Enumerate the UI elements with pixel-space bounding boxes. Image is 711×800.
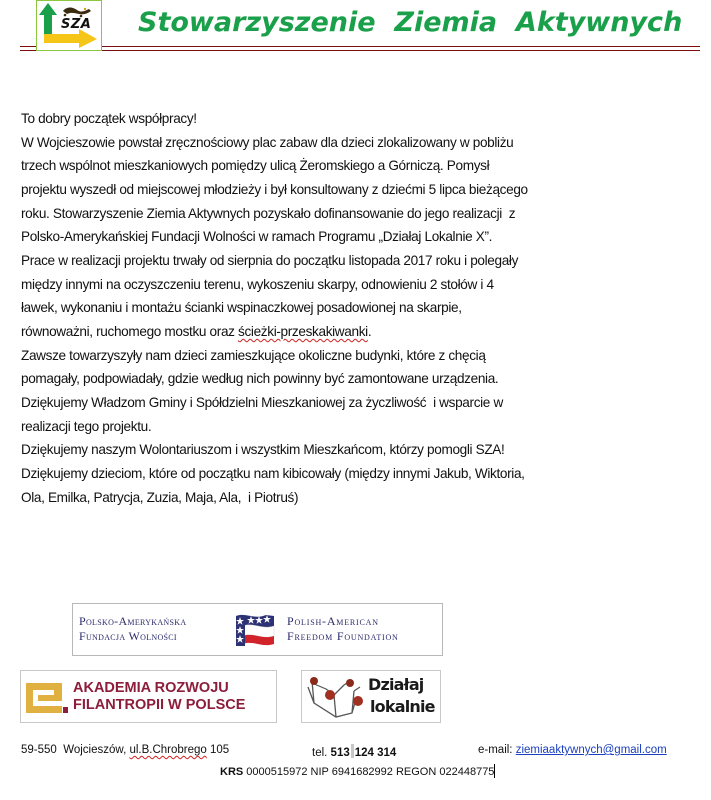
body-line: Ola, Emilka, Patrycja, Zuzia, Maja, Ala, i Piotruś) [21,489,299,505]
body-line [21,320,701,344]
dzialaj-lokalnie-line2: lokalnie [370,697,435,716]
pafw-name-en-line1: Polish-American [287,614,379,628]
body-line: ławek, wykonaniu i montażu ścianki wspinaczkowej posadowionej na skarpie, [21,300,462,316]
arfp-logo [20,670,277,723]
pafw-name-en-line2: Freedom Foundation [287,629,399,643]
letter-body [21,107,701,509]
footer-phone [312,744,396,759]
body-line: realizacji tego projektu. [21,418,152,434]
arfp-name-line1: AKADEMIA ROZWOJU [73,680,229,696]
address-street: ul.B.Chrobrego [129,744,207,756]
pafw-name-english [287,614,437,644]
sza-logo-text: SZA [61,17,92,32]
address-number: 105 [206,744,230,756]
dzialaj-lokalnie-flowers-icon [304,673,366,721]
arfp-name-line2: FILANTROPII W POLSCE [73,697,246,713]
body-line: trzech wspólnot mieszkaniowych pomiędzy ulicą Żeromskiego a Górniczą. Pomysł [21,158,490,174]
organization-title: Stowarzyszenie Ziemia Aktywnych [138,7,683,38]
arfp-name [73,680,273,714]
body-line: W Wojcieszowie powstał zręcznościowy plac zabaw dla dzieci zlokalizowany w pobliżu [21,134,514,150]
body-line: Prace w realizacji projektu trwały od sierpnia do początku listopada 2017 roku i polegały [21,252,519,268]
footer-email [478,744,703,756]
dzialaj-lokalnie-logo [301,670,441,723]
flag-icon [232,610,278,650]
pafw-name-polish [79,614,229,644]
body-line: pomagały, podpowiadały, gdzie według nich powinny być zamontowane urządzenia. [21,371,499,387]
body-line: projektu wyszedł od miejscowej młodzieży i był konsultowany z dziećmi 5 lipca bieżącego [21,181,528,197]
address-city: 59-550 Wojcieszów, [21,744,130,756]
footer-address [21,744,229,756]
email-label: e-mail: [478,744,516,756]
dzialaj-lokalnie-text [368,674,438,718]
email-link[interactable]: ziemiaaktywnych@gmail.com [515,744,667,756]
body-line: Dziękujemy dzieciom, które od początku nam kibicowały (między innymi Jakub, Wiktoria, [21,465,525,481]
phone-label: tel. [312,747,331,759]
body-line: Zawsze towarzyszyły nam dzieci zamieszkujące okoliczne budynki, które z chęcią [21,347,486,363]
body-line: Polsko-Amerykańskiej Fundacji Wolności w ramach Programu „Działaj Lokalnie X”. [21,229,493,245]
body-line: Dziękujemy Władzom Gminy i Spółdzielni Mieszkaniowej za życzliwość i wsparcie w [21,394,503,410]
body-line-text: równoważni, ruchomego mostku oraz [21,323,239,339]
footer [0,744,711,784]
body-line-text: . [367,323,372,339]
body-line: Dziękujemy naszym Wolontariuszom i wszystkim Mieszkańcom, którzy pomogli SZA! [21,442,505,458]
nip-label: NIP [310,766,329,778]
phone-number-part2: 124 314 [354,747,397,759]
pafw-logo [72,603,443,656]
arfp-mark-icon [24,681,68,715]
arrow-up-icon [39,3,57,35]
krs-label: KRS [220,766,244,778]
text-cursor [494,764,495,778]
footer-registration-numbers [220,764,495,778]
lizard-icon [63,8,91,15]
phone-number-part1: 513 [330,747,350,759]
regon-value: 022448775 [436,766,495,778]
pafw-name-pl-line2: Fundacja Wolności [79,629,177,643]
sza-logo [36,0,102,51]
krs-value: 0000515972 [243,766,311,778]
regon-label: REGON [395,766,437,778]
body-line: roku. Stowarzyszenie Ziemia Aktywnych pozyskało dofinansowanie do jego realizacji z [21,205,516,221]
body-line: To dobry początek współpracy! [21,111,197,126]
spellcheck-flagged-word[interactable]: ścieżki-przeskakiwanki [238,323,368,339]
pafw-name-pl-line1: Polsko-Amerykańska [79,614,187,628]
nip-value: 6941682992 [328,766,396,778]
dzialaj-lokalnie-line1: Działaj [368,675,424,694]
selection-highlight [351,744,354,758]
body-line: między innymi na oczyszczeniu terenu, wykoszeniu skarpy, odnowieniu 2 stołów i 4 [21,276,494,292]
header-double-rule [20,46,700,51]
